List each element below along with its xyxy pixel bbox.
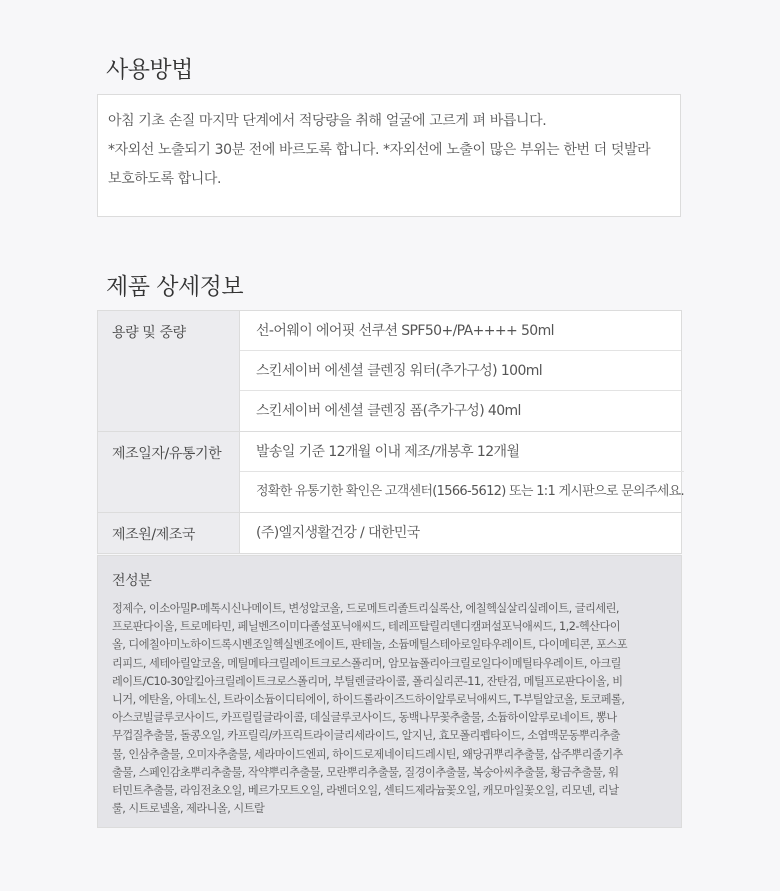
ingredients-line: 무껍질추출물, 돌콩오일, 카프릴릭/카프릭트라이글리세라이드, 알지닌, 효모폴리펩타이드, 소엽맥문동뿌리추출 [112,729,620,743]
product-details-table [97,310,682,554]
ingredients-line: 리피드, 세테아릴알코올, 메틸메타크릴레이트크로스폴리머, 암모늄폴리아크릴로일다이메틸타우레이트, 아크릴 [112,656,621,670]
ingredients-line: 룰, 시트로넬올, 제라니올, 시트랄 [112,802,265,816]
ingredients-title: 전성분 [112,573,152,589]
usage-instructions-box [97,94,681,217]
ingredients-line: 레이트/C10-30알킬아크릴레이트크로스폴리머, 부틸렌글라이콜, 폴리실리콘-11, 잔탄검, 메틸프로판다이올, 비 [112,674,623,688]
usage-line: 보호하도록 합니다. [108,171,222,187]
table-cell: 정확한 유통기한 확인은 고객센터(1566-5612) 또는 1:1 게시판으로 문의주세요. [256,484,684,499]
ingredients-line: 니거, 에탄올, 아데노신, 트라이소듐이디티에이, 하이드롤라이즈드하이알루로닉애씨드, T-부틸알코올, 토코페롤, [112,693,625,707]
table-row-manufacturer [98,513,681,554]
ingredients-line: 올, 디에칠아미노하이드록시벤조일헥실벤조에이트, 판테놀, 소듐메틸스테아로일타우레이트, 다이메티콘, 포스포 [112,638,627,652]
ingredients-box [97,555,682,828]
table-cell: (주)엘지생활건강 / 대한민국 [256,525,420,541]
usage-line: *자외선 노출되기 30분 전에 바르도록 합니다. *자외선에 노출이 많은 부위는 한번 더 덧발라 [108,142,651,158]
ingredients-line: 정제수, 이소아밀P-메톡시신나메이트, 변성알코올, 드로메트리졸트리실록산, 에칠헥실살리실레이트, 글리세린, [112,602,619,615]
product-details-title: 제품 상세정보 [106,274,244,300]
ingredients-text [112,600,671,818]
row-label-manufacturer: 제조원/제조국 [98,513,240,553]
ingredients-line: 출물, 스페인감초뿌리추출물, 작약뿌리추출물, 모란뿌리추출물, 질경이추출물, 복숭아씨추출물, 황금추출물, 워 [112,765,619,779]
table-cell: 발송일 기준 12개월 이내 제조/개봉후 12개월 [240,432,684,472]
row-label-volume: 용량 및 중량 [98,311,240,431]
usage-line: 아침 기초 손질 마지막 단계에서 적당량을 취해 얼굴에 고르게 펴 바릅니다. [108,113,547,129]
table-row-volume [98,311,681,432]
table-cell: 스킨세이버 에센셜 클렌징 폼(추가구성) 40ml [256,403,521,419]
table-cell: 선-어웨이 에어핏 선쿠션 SPF50+/PA++++ 50ml [240,311,681,351]
ingredients-line: 물, 인삼추출물, 오미자추출물, 세라마이드엔피, 하이드로제네이티드레시틴, 왜당귀뿌리추출물, 삽주뿌리줄기추 [112,747,623,761]
ingredients-line: 프로판다이올, 트로메타민, 페닐벤즈이미다졸설포닉애씨드, 테레프탈릴리덴디캠퍼설포닉애씨드, 1,2-헥산다이 [112,620,621,634]
ingredients-line: 터민트추출물, 라임전초오일, 베르가모트오일, 라벤더오일, 센티드제라늄꽃오일, 캐모마일꽃오일, 리모넨, 리날 [112,784,619,798]
row-label-expiry: 제조일자/유통기한 [98,432,240,512]
table-row-expiry [98,432,684,513]
usage-section-title: 사용방법 [106,57,193,83]
ingredients-line: 아스코빌글루코사이드, 카프릴릴글라이콜, 데실글루코사이드, 동백나무꽃추출물, 소듐하이알루로네이트, 뽕나 [112,711,617,725]
table-cell: 스킨세이버 에센셜 클렌징 워터(추가구성) 100ml [240,351,681,391]
